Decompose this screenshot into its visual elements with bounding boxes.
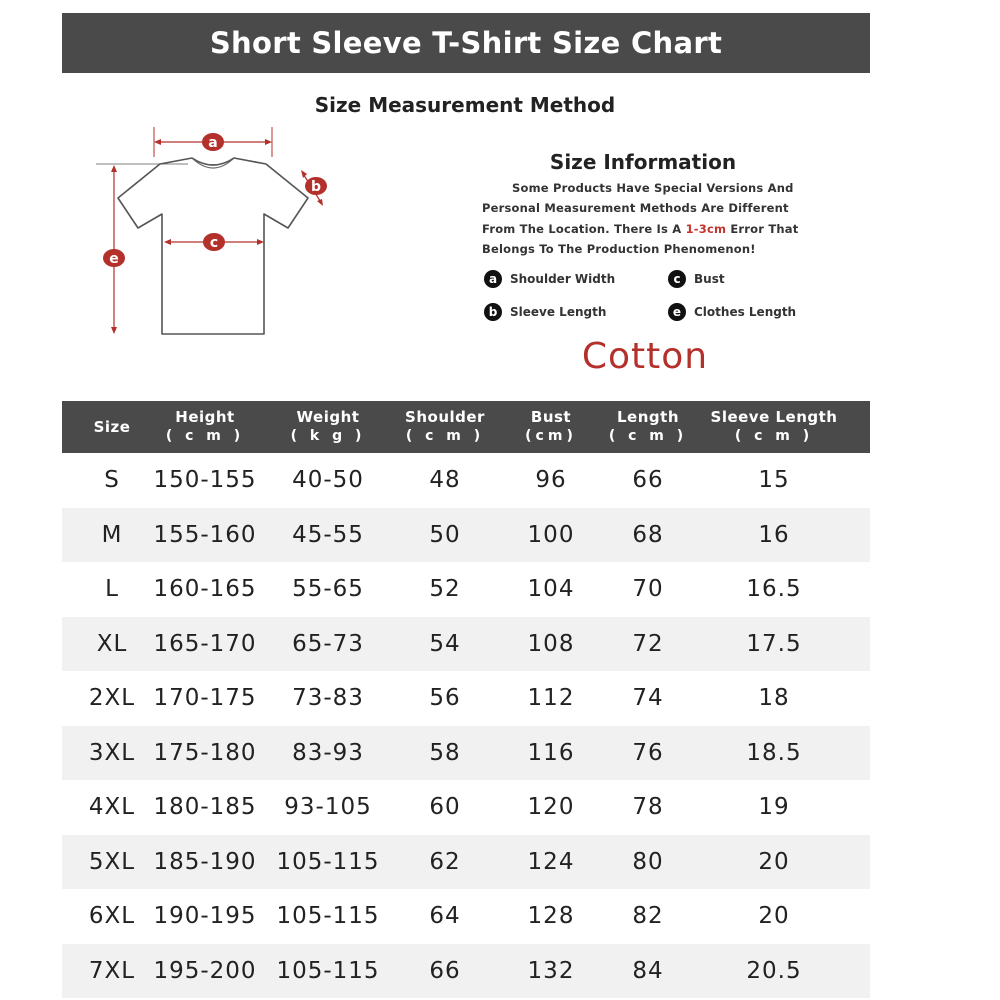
column-name: Shoulder — [405, 408, 485, 426]
table-cell: 165-170 — [153, 630, 257, 657]
table-cell: 5XL — [88, 848, 136, 875]
table-cell: 160-165 — [153, 576, 257, 603]
table-cell: 96 — [535, 467, 567, 494]
table-cell: 105-115 — [276, 903, 380, 930]
legend-label: Shoulder Width — [510, 272, 616, 286]
column-unit: ( c m ) — [734, 428, 814, 444]
table-cell: 2XL — [88, 685, 136, 712]
error-range: 1-3cm — [685, 221, 727, 236]
size-table — [62, 401, 870, 998]
legend-label: Bust — [694, 272, 725, 286]
table-cell: 180-185 — [153, 794, 257, 821]
table-cell: 16 — [758, 521, 790, 548]
table-cell: 112 — [527, 685, 575, 712]
table-cell: 105-115 — [276, 848, 380, 875]
material-label: Cotton — [581, 336, 709, 377]
table-cell: 3XL — [88, 739, 136, 766]
table-row — [62, 508, 870, 563]
page-title: Short Sleeve T-Shirt Size Chart — [209, 26, 723, 60]
column-header — [390, 401, 500, 453]
column-header — [72, 401, 152, 453]
info-line-3 — [482, 219, 812, 239]
table-header — [62, 401, 870, 453]
letter-b-icon: b — [484, 303, 502, 321]
table-cell: 80 — [632, 848, 664, 875]
tshirt-measurement-svg — [92, 122, 342, 347]
letter-e-icon: e — [668, 303, 686, 321]
column-unit: ( c m ) — [165, 428, 245, 444]
size-information — [482, 150, 812, 259]
table-row — [62, 726, 870, 781]
table-cell: 4XL — [88, 794, 136, 821]
table-cell: 20.5 — [746, 957, 802, 984]
measurement-method-title: Size Measurement Method — [314, 93, 616, 117]
table-cell: 150-155 — [153, 467, 257, 494]
table-row — [62, 835, 870, 890]
table-cell: 16.5 — [746, 576, 802, 603]
table-cell: 100 — [527, 521, 575, 548]
column-header — [150, 401, 260, 453]
table-cell: XL — [96, 630, 128, 657]
table-cell: 6XL — [88, 903, 136, 930]
table-cell: 40-50 — [292, 467, 364, 494]
table-cell: 82 — [632, 903, 664, 930]
table-cell: 20 — [758, 848, 790, 875]
table-cell: 50 — [429, 521, 461, 548]
table-cell: 132 — [527, 957, 575, 984]
table-cell: 18 — [758, 685, 790, 712]
legend-item-shoulder — [484, 270, 615, 288]
table-cell: 55-65 — [292, 576, 364, 603]
column-header — [694, 401, 854, 453]
table-cell: 68 — [632, 521, 664, 548]
label-e: e — [109, 251, 119, 267]
table-cell: 64 — [429, 903, 461, 930]
table-cell: 60 — [429, 794, 461, 821]
table-cell: 45-55 — [292, 521, 364, 548]
letter-c-icon: c — [668, 270, 686, 288]
size-information-text — [482, 178, 812, 259]
table-row — [62, 889, 870, 944]
size-information-title: Size Information — [549, 150, 737, 174]
table-cell: 76 — [632, 739, 664, 766]
table-row — [62, 780, 870, 835]
column-name: Size — [93, 417, 131, 436]
table-cell: 20 — [758, 903, 790, 930]
table-cell: 66 — [632, 467, 664, 494]
table-cell: 84 — [632, 957, 664, 984]
table-cell: 78 — [632, 794, 664, 821]
table-cell: 56 — [429, 685, 461, 712]
table-cell: 72 — [632, 630, 664, 657]
column-name: Bust — [530, 408, 572, 426]
column-unit: ( k g ) — [290, 428, 366, 444]
label-c: c — [209, 235, 219, 251]
info-line-3-start: From The Location. There Is A — [482, 221, 686, 236]
table-cell: 48 — [429, 467, 461, 494]
table-cell: 83-93 — [292, 739, 364, 766]
table-cell: 105-115 — [276, 957, 380, 984]
table-cell: 185-190 — [153, 848, 257, 875]
info-line-1: Some Products Have Special Versions And — [512, 181, 794, 195]
info-line-3-end: Error That — [726, 221, 799, 236]
column-name: Sleeve Length — [710, 408, 838, 426]
table-cell: 116 — [527, 739, 575, 766]
legend-label: Clothes Length — [694, 305, 797, 319]
table-cell: 170-175 — [153, 685, 257, 712]
column-name: Length — [617, 408, 679, 426]
column-name: Weight — [296, 408, 360, 426]
tshirt-diagram — [92, 122, 342, 347]
table-cell: 190-195 — [153, 903, 257, 930]
letter-a-icon: a — [484, 270, 502, 288]
column-header — [273, 401, 383, 453]
table-cell: 15 — [758, 467, 790, 494]
info-line-2: Personal Measurement Methods Are Different — [482, 201, 789, 216]
column-unit: ( c m ) — [405, 428, 485, 444]
table-cell: 58 — [429, 739, 461, 766]
table-cell: 66 — [429, 957, 461, 984]
table-row — [62, 617, 870, 672]
table-body — [62, 453, 870, 998]
measurement-legend — [484, 268, 824, 323]
table-row — [62, 562, 870, 617]
table-cell: 128 — [527, 903, 575, 930]
table-cell: 195-200 — [153, 957, 257, 984]
column-unit: (cm) — [525, 428, 577, 444]
table-cell: 70 — [632, 576, 664, 603]
table-cell: 54 — [429, 630, 461, 657]
title-bar — [62, 13, 870, 73]
table-cell: 19 — [758, 794, 790, 821]
table-cell: 18.5 — [746, 739, 802, 766]
label-a: a — [208, 135, 218, 151]
table-cell: S — [104, 467, 120, 494]
table-cell: 65-73 — [292, 630, 364, 657]
table-cell: 52 — [429, 576, 461, 603]
table-cell: 175-180 — [153, 739, 257, 766]
table-cell: 108 — [527, 630, 575, 657]
table-cell: 7XL — [88, 957, 136, 984]
table-cell: 120 — [527, 794, 575, 821]
table-cell: 155-160 — [153, 521, 257, 548]
table-row — [62, 671, 870, 726]
table-cell: 104 — [527, 576, 575, 603]
table-cell: M — [101, 521, 123, 548]
table-cell: 62 — [429, 848, 461, 875]
table-cell: 73-83 — [292, 685, 364, 712]
column-name: Height — [175, 408, 235, 426]
table-cell: 124 — [527, 848, 575, 875]
table-cell: L — [105, 576, 119, 603]
table-cell: 17.5 — [746, 630, 802, 657]
legend-item-bust — [668, 270, 725, 288]
column-unit: ( c m ) — [608, 428, 688, 444]
column-header — [506, 401, 596, 453]
table-row — [62, 944, 870, 999]
legend-item-sleeve — [484, 303, 606, 321]
table-row — [62, 453, 870, 508]
legend-label: Sleeve Length — [510, 305, 607, 319]
column-header — [603, 401, 693, 453]
legend-item-length — [668, 303, 796, 321]
table-cell: 93-105 — [284, 794, 372, 821]
info-line-4: Belongs To The Production Phenomenon! — [482, 241, 756, 256]
label-b: b — [310, 179, 322, 195]
table-cell: 74 — [632, 685, 664, 712]
